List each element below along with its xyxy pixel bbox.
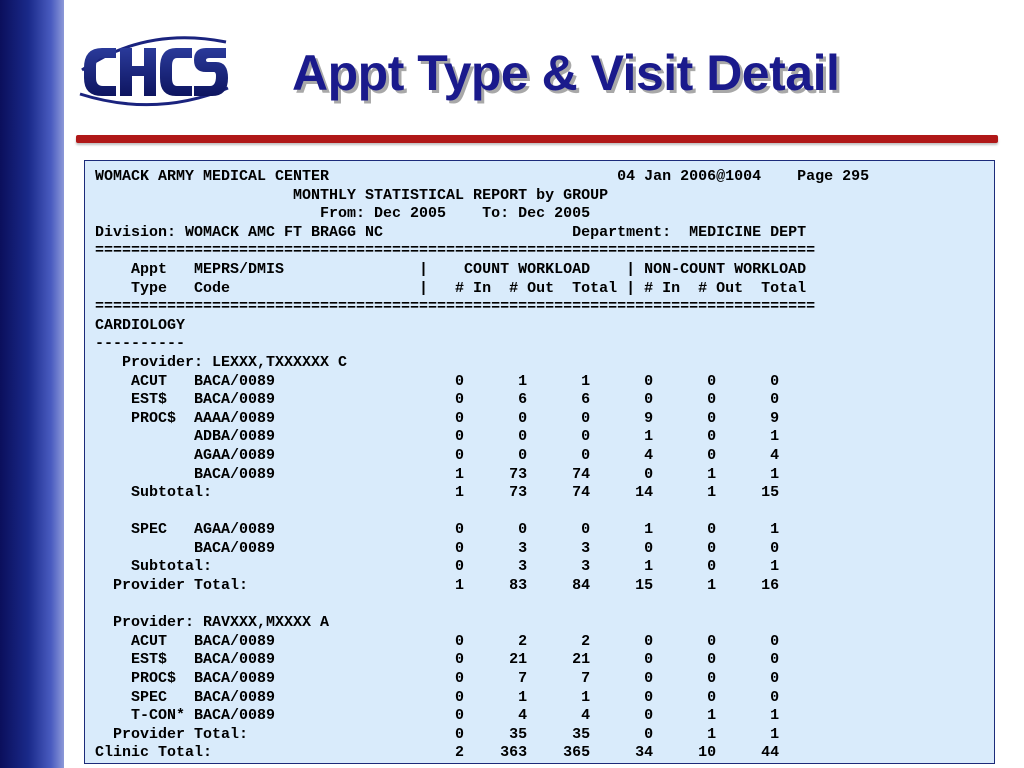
report-line: Provider: RAVXXX,MXXXX A — [95, 614, 330, 632]
report-line: Subtotal: 1 73 74 14 1 15 — [95, 484, 780, 502]
report-line: EST$ BACA/0089 0 6 6 0 0 0 — [95, 391, 780, 409]
report-line: Type Code | # In # Out Total | # In # Out Total — [95, 279, 807, 297]
report-line: PROC$ AAAA/0089 0 0 0 9 0 9 — [95, 409, 780, 427]
report-text — [85, 161, 994, 763]
report-line: BACA/0089 1 73 74 0 1 1 — [95, 465, 780, 483]
slide-title: Appt Type & Visit Detail — [292, 45, 840, 101]
sidebar-gradient-bar — [0, 0, 64, 768]
report-line: SPEC BACA/0089 0 1 1 0 0 0 — [95, 688, 780, 706]
report-line: PROC$ BACA/0089 0 7 7 0 0 0 — [95, 670, 780, 688]
report-line: ---------- — [95, 335, 186, 353]
report-line: Clinic Total: 2 363 365 34 10 44 — [95, 744, 780, 762]
title-divider — [76, 135, 998, 143]
report-line: CARDIOLOGY — [95, 316, 186, 334]
report-line: WOMACK ARMY MEDICAL CENTER 04 Jan 2006@1004 Page 295 — [95, 168, 870, 185]
report-line: Provider Total: 0 35 35 0 1 1 — [95, 725, 780, 743]
report-line: Provider: LEXXX,TXXXXXX C — [95, 353, 348, 371]
report-line: From: Dec 2005 To: Dec 2005 — [95, 205, 591, 223]
report-line: AGAA/0089 0 0 0 4 0 4 — [95, 446, 780, 464]
report-line: EST$ BACA/0089 0 21 21 0 0 0 — [95, 651, 780, 669]
report-line — [95, 503, 994, 522]
chcs-logo — [76, 32, 232, 112]
report-line: Subtotal: 0 3 3 1 0 1 — [95, 558, 780, 576]
report-line: ================================================================================ — [95, 298, 816, 316]
report-line: MONTHLY STATISTICAL REPORT by GROUP — [95, 186, 609, 204]
report-line: ADBA/0089 0 0 0 1 0 1 — [95, 428, 780, 446]
report-line: ACUT BACA/0089 0 1 1 0 0 0 — [95, 372, 780, 390]
report-panel — [84, 160, 995, 764]
report-line: ================================================================================ — [95, 242, 816, 260]
report-line — [95, 596, 994, 615]
report-line: BACA/0089 0 3 3 0 0 0 — [95, 539, 780, 557]
report-line: Appt MEPRS/DMIS | COUNT WORKLOAD | NON-COUNT WORKLOAD — [95, 260, 807, 278]
report-line: ACUT BACA/0089 0 2 2 0 0 0 — [95, 632, 780, 650]
report-line: T-CON* BACA/0089 0 4 4 0 1 1 — [95, 707, 780, 725]
report-line: Division: WOMACK AMC FT BRAGG NC Department: MEDICINE DEPT — [95, 223, 807, 241]
report-line: SPEC AGAA/0089 0 0 0 1 0 1 — [95, 521, 780, 539]
report-line: Provider Total: 1 83 84 15 1 16 — [95, 577, 780, 595]
